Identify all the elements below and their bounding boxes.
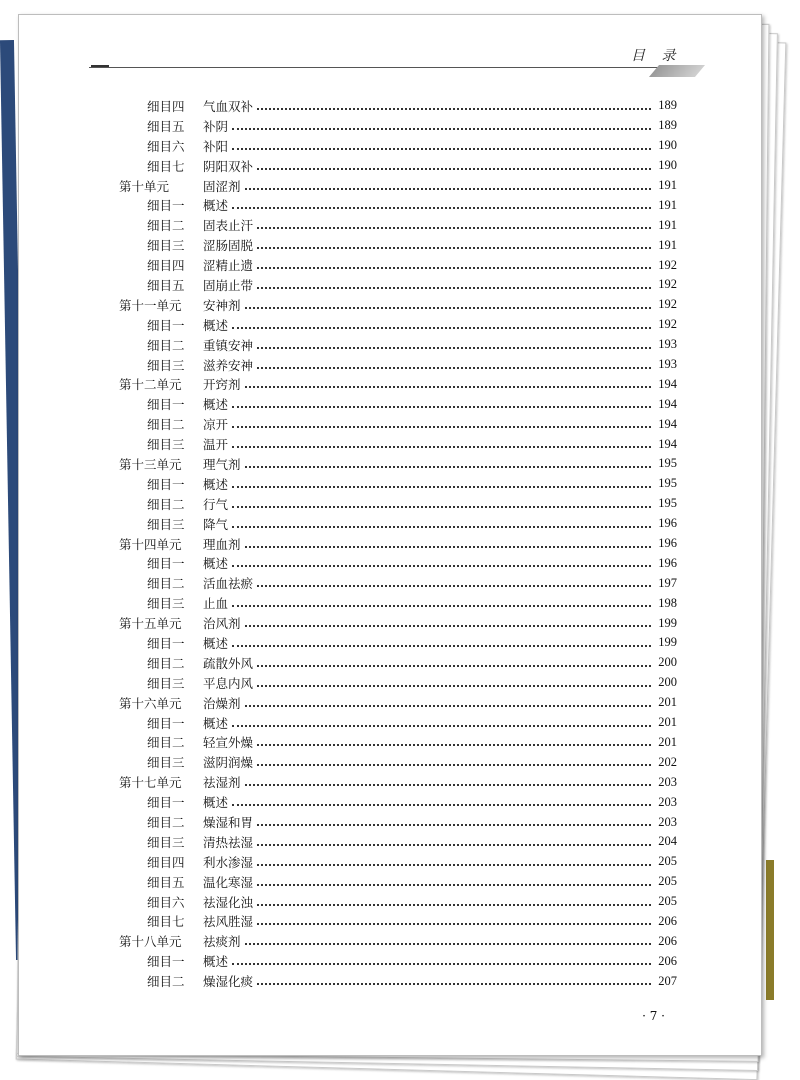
toc-unit-entry bbox=[119, 374, 677, 394]
entry-page-number: 192 bbox=[658, 277, 677, 292]
entry-title: 祛湿剂 bbox=[203, 775, 241, 791]
entry-title: 重镇安神 bbox=[203, 337, 254, 353]
dot-leader bbox=[232, 476, 651, 488]
entry-label: 细目一 bbox=[147, 317, 185, 333]
entry-page-number: 201 bbox=[658, 715, 677, 730]
entry-label: 第十三单元 bbox=[119, 456, 182, 472]
toc-subentry bbox=[119, 434, 677, 454]
entry-page-number: 207 bbox=[658, 973, 677, 988]
dot-leader bbox=[257, 854, 651, 866]
entry-label: 细目二 bbox=[147, 417, 185, 433]
entry-label: 细目四 bbox=[147, 854, 185, 870]
entry-title: 涩肠固脱 bbox=[203, 238, 254, 254]
entry-label: 细目二 bbox=[147, 735, 185, 751]
dot-leader bbox=[257, 894, 651, 906]
entry-title: 燥湿化痰 bbox=[203, 974, 254, 990]
entry-title: 固崩止带 bbox=[203, 277, 254, 293]
toc-subentry bbox=[119, 553, 677, 573]
dot-leader bbox=[232, 635, 651, 647]
toc-subentry bbox=[119, 514, 677, 534]
entry-label: 细目六 bbox=[147, 894, 185, 910]
entry-title: 概述 bbox=[203, 556, 229, 572]
entry-label: 细目二 bbox=[147, 815, 185, 830]
dot-leader bbox=[232, 555, 651, 567]
dot-leader bbox=[257, 277, 651, 289]
toc-subentry bbox=[119, 195, 677, 215]
entry-label: 第十单元 bbox=[119, 178, 170, 194]
dot-leader bbox=[257, 98, 651, 110]
entry-page-number: 194 bbox=[658, 416, 677, 431]
toc-subentry bbox=[119, 116, 677, 136]
toc-subentry bbox=[119, 812, 677, 832]
entry-page-number: 196 bbox=[658, 516, 677, 531]
dot-leader bbox=[245, 297, 651, 309]
entry-label: 细目三 bbox=[147, 834, 185, 850]
entry-page-number: 192 bbox=[658, 317, 677, 332]
entry-label: 细目一 bbox=[147, 715, 185, 731]
dot-leader bbox=[245, 536, 651, 548]
entry-title: 理气剂 bbox=[203, 456, 241, 472]
dot-leader bbox=[257, 158, 651, 170]
entry-page-number: 195 bbox=[658, 456, 677, 471]
toc-subentry bbox=[119, 951, 677, 971]
entry-title: 补阴 bbox=[203, 118, 229, 134]
book-edge-decoration bbox=[766, 860, 774, 1000]
entry-title: 安神剂 bbox=[203, 297, 241, 313]
entry-title: 理血剂 bbox=[203, 536, 241, 552]
entry-page-number: 198 bbox=[658, 595, 677, 610]
entry-page-number: 195 bbox=[658, 496, 677, 511]
dot-leader bbox=[257, 874, 651, 886]
entry-page-number: 193 bbox=[658, 357, 677, 372]
entry-title: 阴阳双补 bbox=[203, 158, 254, 174]
entry-title: 概述 bbox=[203, 635, 229, 651]
running-header-title: 目 录 bbox=[631, 48, 682, 64]
entry-page-number: 190 bbox=[658, 138, 677, 153]
toc-subentry bbox=[119, 733, 677, 753]
entry-title: 止血 bbox=[203, 596, 229, 612]
toc-unit-entry bbox=[119, 613, 677, 633]
entry-page-number: 193 bbox=[658, 337, 677, 352]
entry-page-number: 199 bbox=[658, 635, 677, 650]
entry-page-number: 192 bbox=[658, 257, 677, 272]
entry-title: 概述 bbox=[203, 476, 229, 492]
dot-leader bbox=[232, 317, 651, 329]
entry-label: 细目四 bbox=[147, 98, 185, 114]
entry-title: 疏散外风 bbox=[203, 655, 254, 671]
entry-label: 细目二 bbox=[147, 337, 185, 353]
entry-label: 细目一 bbox=[147, 397, 185, 413]
entry-page-number: 203 bbox=[658, 814, 677, 829]
toc-unit-entry bbox=[119, 534, 677, 554]
entry-title: 涩精止遗 bbox=[203, 258, 254, 274]
entry-page-number: 192 bbox=[658, 297, 677, 312]
toc-unit-entry bbox=[119, 295, 677, 315]
toc-subentry bbox=[119, 633, 677, 653]
entry-title: 祛痰剂 bbox=[203, 934, 241, 950]
toc-subentry bbox=[119, 96, 677, 116]
entry-label: 细目一 bbox=[147, 635, 185, 651]
entry-label: 第十一单元 bbox=[119, 297, 182, 313]
toc-subentry bbox=[119, 156, 677, 176]
entry-label: 细目一 bbox=[147, 795, 185, 811]
dot-leader bbox=[245, 933, 651, 945]
toc-subentry bbox=[119, 593, 677, 613]
toc-subentry bbox=[119, 235, 677, 255]
toc-subentry bbox=[119, 255, 677, 275]
dot-leader bbox=[257, 754, 651, 766]
dot-leader bbox=[257, 217, 651, 229]
entry-title: 固表止汗 bbox=[203, 218, 254, 234]
toc-subentry bbox=[119, 892, 677, 912]
entry-title: 平息内风 bbox=[203, 675, 254, 691]
entry-label: 细目二 bbox=[147, 655, 185, 671]
entry-page-number: 205 bbox=[658, 854, 677, 869]
dot-leader bbox=[257, 734, 651, 746]
entry-page-number: 201 bbox=[658, 695, 677, 710]
entry-page-number: 203 bbox=[658, 794, 677, 809]
toc-subentry bbox=[119, 852, 677, 872]
dot-leader bbox=[232, 496, 651, 508]
entry-label: 细目一 bbox=[147, 198, 185, 214]
entry-page-number: 206 bbox=[658, 913, 677, 928]
toc-unit-entry bbox=[119, 931, 677, 951]
entry-title: 凉开 bbox=[203, 417, 229, 433]
entry-title: 祛风胜湿 bbox=[203, 914, 254, 930]
entry-page-number: 200 bbox=[658, 675, 677, 690]
dot-leader bbox=[257, 237, 651, 249]
toc-subentry bbox=[119, 335, 677, 355]
toc-subentry bbox=[119, 494, 677, 514]
dot-leader bbox=[232, 197, 651, 209]
entry-title: 轻宣外燥 bbox=[203, 735, 254, 751]
toc-unit-entry bbox=[119, 176, 677, 196]
toc-unit-entry bbox=[119, 772, 677, 792]
entry-page-number: 194 bbox=[658, 436, 677, 451]
dot-leader bbox=[232, 436, 651, 448]
entry-page-number: 196 bbox=[658, 555, 677, 570]
entry-label: 细目一 bbox=[147, 476, 185, 492]
toc-subentry bbox=[119, 573, 677, 593]
entry-label: 细目三 bbox=[147, 755, 185, 771]
dot-leader bbox=[232, 138, 651, 150]
dot-leader bbox=[232, 396, 651, 408]
dot-leader bbox=[232, 118, 651, 130]
dot-leader bbox=[232, 953, 651, 965]
dot-leader bbox=[232, 595, 651, 607]
entry-title: 补阳 bbox=[203, 138, 229, 154]
toc-subentry bbox=[119, 792, 677, 812]
dot-leader bbox=[257, 913, 651, 925]
entry-page-number: 199 bbox=[658, 615, 677, 630]
entry-label: 细目五 bbox=[147, 277, 185, 293]
entry-label: 细目二 bbox=[147, 218, 185, 234]
dot-leader bbox=[257, 675, 651, 687]
entry-label: 细目三 bbox=[147, 675, 185, 691]
entry-page-number: 200 bbox=[658, 655, 677, 670]
entry-label: 细目七 bbox=[147, 158, 185, 174]
entry-title: 概述 bbox=[203, 715, 229, 731]
entry-label: 细目三 bbox=[147, 516, 185, 532]
toc-subentry bbox=[119, 752, 677, 772]
entry-label: 细目二 bbox=[147, 974, 185, 990]
entry-page-number: 201 bbox=[658, 734, 677, 749]
dot-leader bbox=[245, 615, 651, 627]
entry-title: 概述 bbox=[203, 198, 229, 214]
entry-label: 细目一 bbox=[147, 954, 185, 970]
entry-title: 利水渗湿 bbox=[203, 854, 254, 870]
entry-page-number: 194 bbox=[658, 376, 677, 391]
entry-page-number: 191 bbox=[658, 197, 677, 212]
entry-title: 开窍剂 bbox=[203, 377, 241, 393]
entry-label: 细目二 bbox=[147, 576, 185, 592]
dot-leader bbox=[257, 337, 651, 349]
entry-title: 滋养安神 bbox=[203, 357, 254, 373]
entry-title: 概述 bbox=[203, 954, 229, 970]
entry-label: 第十六单元 bbox=[119, 695, 182, 711]
entry-title: 气血双补 bbox=[203, 98, 254, 114]
page-number: · 7 · bbox=[642, 1009, 665, 1023]
entry-title: 治燥剂 bbox=[203, 695, 241, 711]
toc-subentry bbox=[119, 275, 677, 295]
entry-label: 第十二单元 bbox=[119, 377, 182, 393]
entry-title: 概述 bbox=[203, 795, 229, 811]
entry-label: 细目二 bbox=[147, 496, 185, 512]
dot-leader bbox=[245, 178, 651, 190]
dot-leader bbox=[245, 774, 651, 786]
toc-subentry bbox=[119, 215, 677, 235]
toc-subentry bbox=[119, 136, 677, 156]
dot-leader bbox=[257, 814, 651, 826]
entry-label: 细目五 bbox=[147, 118, 185, 134]
entry-label: 细目四 bbox=[147, 258, 185, 274]
dot-leader bbox=[232, 715, 651, 727]
dot-leader bbox=[257, 357, 651, 369]
toc-subentry bbox=[119, 355, 677, 375]
dot-leader bbox=[257, 834, 651, 846]
dot-leader bbox=[232, 794, 651, 806]
entry-title: 清热祛湿 bbox=[203, 834, 254, 850]
entry-page-number: 194 bbox=[658, 396, 677, 411]
entry-page-number: 191 bbox=[658, 178, 677, 192]
entry-page-number: 189 bbox=[658, 118, 677, 133]
dot-leader bbox=[257, 257, 651, 269]
entry-page-number: 202 bbox=[658, 754, 677, 769]
toc-subentry bbox=[119, 394, 677, 414]
dot-leader bbox=[257, 973, 651, 985]
entry-title: 固涩剂 bbox=[203, 178, 241, 194]
entry-title: 温化寒湿 bbox=[203, 874, 254, 890]
entry-label: 细目五 bbox=[147, 874, 185, 890]
entry-page-number: 206 bbox=[658, 953, 677, 968]
dot-leader bbox=[257, 655, 651, 667]
toc-subentry bbox=[119, 653, 677, 673]
entry-page-number: 205 bbox=[658, 894, 677, 909]
entry-label: 细目一 bbox=[147, 556, 185, 572]
entry-label: 第十七单元 bbox=[119, 775, 182, 791]
toc-subentry bbox=[119, 971, 677, 991]
entry-label: 第十八单元 bbox=[119, 934, 182, 950]
entry-page-number: 203 bbox=[658, 774, 677, 789]
entry-label: 细目三 bbox=[147, 596, 185, 612]
entry-label: 细目三 bbox=[147, 437, 185, 453]
toc-unit-entry bbox=[119, 693, 677, 713]
dot-leader bbox=[232, 416, 651, 428]
toc-subentry bbox=[119, 673, 677, 693]
dot-leader bbox=[245, 376, 651, 388]
toc-subentry bbox=[119, 832, 677, 852]
entry-page-number: 191 bbox=[658, 237, 677, 252]
entry-label: 细目三 bbox=[147, 238, 185, 254]
entry-page-number: 190 bbox=[658, 158, 677, 173]
entry-page-number: 191 bbox=[658, 217, 677, 232]
entry-title: 概述 bbox=[203, 317, 229, 333]
header-ornament bbox=[649, 65, 705, 77]
toc-subentry bbox=[119, 912, 677, 932]
toc-subentry bbox=[119, 713, 677, 733]
entry-page-number: 195 bbox=[658, 476, 677, 491]
dot-leader bbox=[245, 456, 651, 468]
entry-page-number: 204 bbox=[658, 834, 677, 849]
entry-label: 细目七 bbox=[147, 914, 185, 930]
toc-subentry bbox=[119, 474, 677, 494]
entry-title: 祛湿化浊 bbox=[203, 894, 254, 910]
toc-subentry bbox=[119, 414, 677, 434]
entry-title: 温开 bbox=[203, 437, 229, 453]
document-page bbox=[18, 14, 762, 1056]
table-of-contents bbox=[119, 96, 677, 991]
entry-label: 细目三 bbox=[147, 357, 185, 373]
toc-subentry bbox=[119, 315, 677, 335]
entry-title: 降气 bbox=[203, 516, 229, 532]
entry-title: 活血祛瘀 bbox=[203, 576, 254, 592]
dot-leader bbox=[245, 695, 651, 707]
entry-title: 行气 bbox=[203, 496, 229, 512]
header-rule bbox=[89, 67, 689, 68]
entry-label: 细目六 bbox=[147, 138, 185, 154]
dot-leader bbox=[232, 516, 651, 528]
dot-leader bbox=[257, 575, 651, 587]
entry-title: 燥湿和胃 bbox=[203, 815, 254, 830]
entry-title: 治风剂 bbox=[203, 616, 241, 632]
entry-page-number: 189 bbox=[658, 98, 677, 113]
entry-title: 滋阴润燥 bbox=[203, 755, 254, 771]
toc-subentry bbox=[119, 872, 677, 892]
entry-title: 概述 bbox=[203, 397, 229, 413]
entry-page-number: 196 bbox=[658, 536, 677, 551]
entry-page-number: 205 bbox=[658, 874, 677, 889]
entry-label: 第十五单元 bbox=[119, 616, 182, 632]
entry-page-number: 206 bbox=[658, 933, 677, 948]
toc-unit-entry bbox=[119, 454, 677, 474]
entry-page-number: 197 bbox=[658, 575, 677, 590]
entry-label: 第十四单元 bbox=[119, 536, 182, 552]
